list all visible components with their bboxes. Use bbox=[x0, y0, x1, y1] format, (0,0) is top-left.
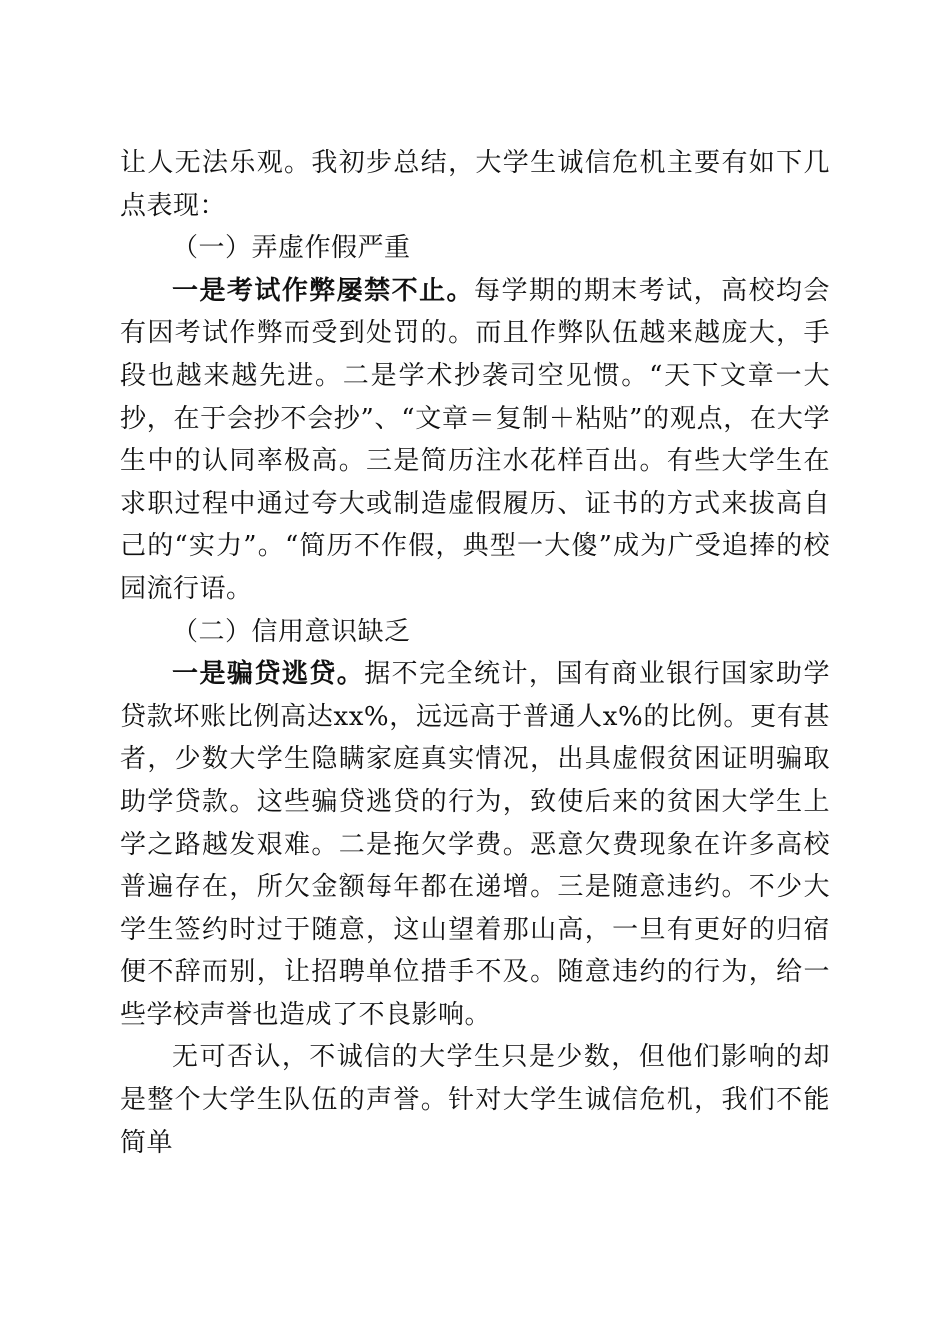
paragraph-cheating bbox=[120, 270, 830, 611]
paragraph-lead-2: 一是骗贷逃贷。 bbox=[172, 659, 365, 690]
paragraph-body-1: 每学期的期末考试，高校均会有因考试作弊而受到处罚的。而且作弊队伍越来越庞大，手段也越来越先进。二是学术抄袭司空见惯。“天下文章一大抄，在于会抄不会抄”、“文章＝复制＋粘贴”的观点，在大学生中的认同率极高。三是简历注水花样百出。有些大学生在求职过程中通过夸大或制造虚假履历、证书的方式来拔高自己的“实力”。“简历不作假，典型一大傻”成为广受追捧的校园流行语。 bbox=[120, 275, 830, 604]
paragraph-conclusion: 无可否认，不诚信的大学生只是少数，但他们影响的却是整个大学生队伍的声誉。针对大学生诚信危机，我们不能简单 bbox=[120, 1042, 830, 1158]
paragraph-intro: 让人无法乐观。我初步总结，大学生诚信危机主要有如下几点表现： bbox=[120, 148, 830, 221]
paragraph-body-2: 据不完全统计，国有商业银行国家助学贷款坏账比例高达xx%，远远高于普通人x%的比例。更有甚者，少数大学生隐瞒家庭真实情况，出具虚假贫困证明骗取助学贷款。这些骗贷逃贷的行为，致使后来的贫困大学生上学之路越发艰难。二是拖欠学费。恶意欠费现象在许多高校普遍存在，所欠金额每年都在递增。三是随意违约。不少大学生签约时过于随意，这山望着那山高，一旦有更好的归宿便不辞而别，让招聘单位措手不及。随意违约的行为，给一些学校声誉也造成了不良影响。 bbox=[120, 659, 830, 1030]
paragraph-lead-1: 一是考试作弊屡禁不止。 bbox=[172, 275, 475, 306]
document-body bbox=[120, 142, 830, 1164]
section-heading-2: （二）信用意识缺乏 bbox=[172, 616, 411, 647]
paragraph-credit bbox=[120, 653, 830, 1036]
section-heading-1: （一）弄虚作假严重 bbox=[172, 233, 411, 264]
